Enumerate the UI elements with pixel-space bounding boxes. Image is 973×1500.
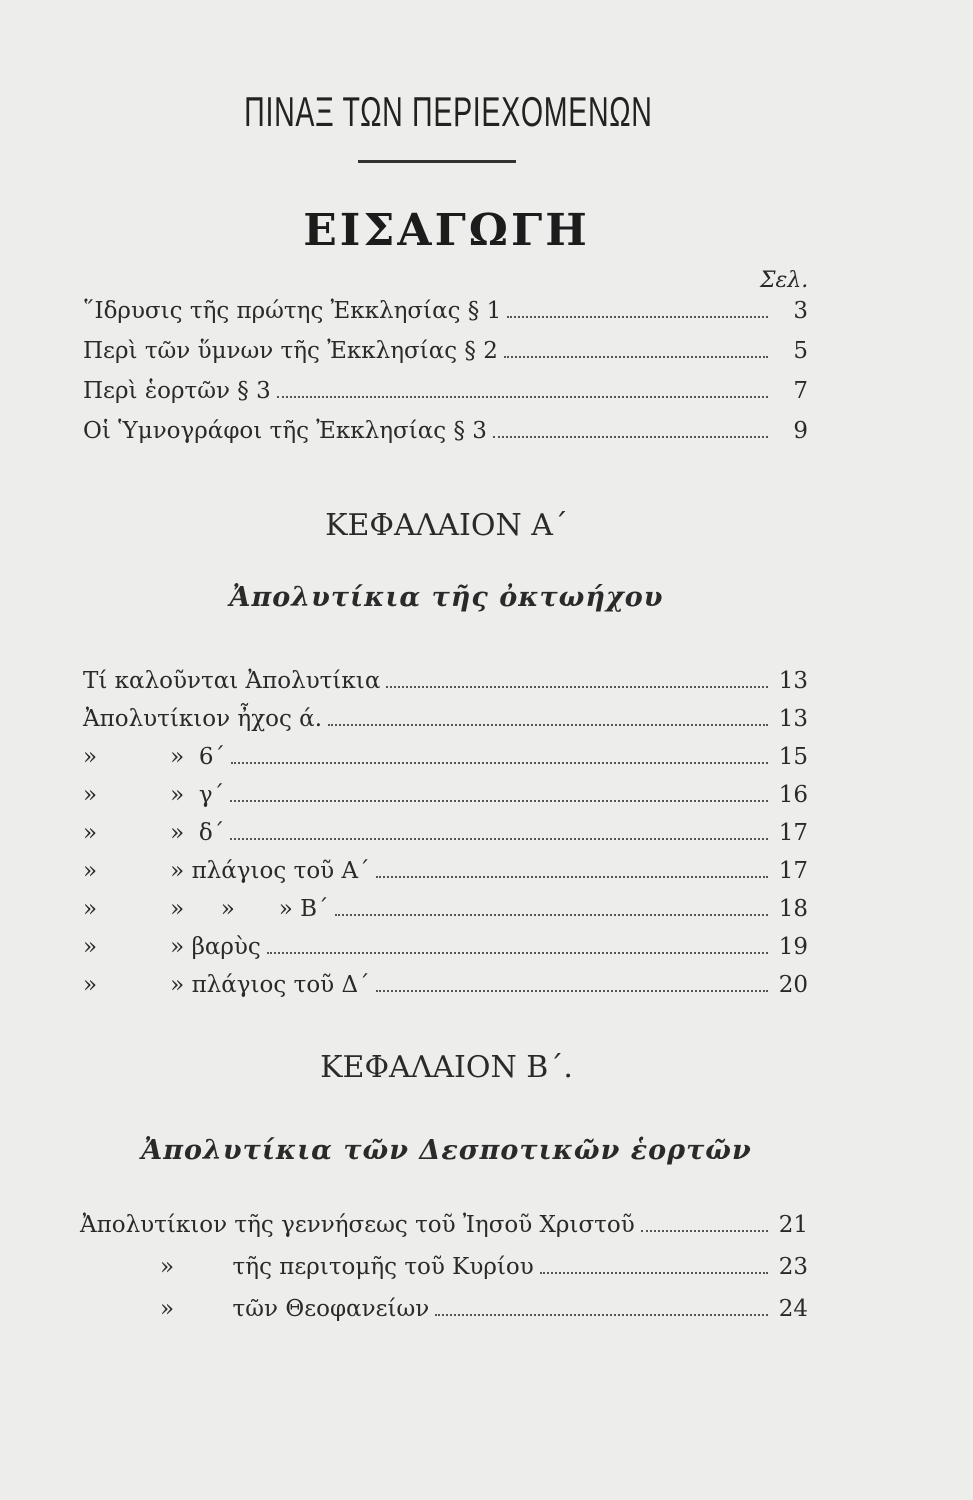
page-title: ΠΙΝΑΞ ΤΩΝ ΠΕΡΙΕΧΟΜΕΝΩΝ [244,88,653,135]
toc-entry[interactable] [83,820,808,854]
leader-dots [231,762,768,764]
toc-entry[interactable] [83,744,808,778]
leader-dots [493,436,768,438]
toc-entry-label: Ἀπολυτίκιον τῆς γεννήσεως τοῦ Ἰησοῦ Χριστοῦ [80,1212,635,1238]
toc-entry-page: 15 [778,744,808,770]
toc-entry-label: » » βαρὺς [83,934,261,960]
toc-entry[interactable] [160,1296,808,1330]
toc-entry-label: » τῆς περιτομῆς τοῦ Κυρίου [160,1254,534,1280]
toc-entry-page: 21 [778,1212,808,1238]
toc-entry[interactable] [83,972,808,1006]
toc-entry-page: 17 [778,820,808,846]
toc-entry-label: ῞Ιδρυσις τῆς πρώτης Ἐκκλησίας § 1 [83,298,502,324]
toc-entry[interactable] [83,706,808,740]
chapter-a-heading: ΚΕΦΑΛΑΙΟΝ Α΄ [325,508,568,543]
toc-entry[interactable] [83,896,808,930]
leader-dots [507,316,768,318]
toc-entry[interactable] [83,378,808,412]
leader-dots [267,952,768,954]
toc-entry-label: Περὶ ἑορτῶν § 3 [83,378,271,404]
leader-dots [376,876,768,878]
leader-dots [386,686,768,688]
title-rule [358,160,516,163]
toc-entry[interactable] [83,934,808,968]
toc-entry-label: Ἀπολυτίκιον ἦχος ά. [83,706,323,732]
leader-dots [230,838,768,840]
toc-entry-label: » » » » Β΄ [83,896,329,922]
leader-dots [641,1230,768,1232]
toc-entry-page: 9 [793,418,808,444]
toc-entry-page: 7 [793,378,808,404]
toc-entry-label: » » γ΄ [83,782,225,808]
toc-entry-page: 3 [793,298,808,324]
page-column-label: Σελ. [760,268,809,293]
toc-entry[interactable] [83,668,808,702]
chapter-b-subheading: Ἀπολυτίκια τῶν Δεσποτικῶν ἑορτῶν [141,1135,752,1166]
intro-heading: ΕΙΣΑΓΩΓΗ [303,205,590,256]
leader-dots [335,914,768,916]
toc-entry-label: » » πλάγιος τοῦ Α΄ [83,858,370,884]
toc-entry-page: 24 [778,1296,808,1322]
toc-entry-page: 17 [778,858,808,884]
toc-entry[interactable] [160,1254,808,1288]
chapter-b-heading: ΚΕΦΑΛΑΙΟΝ Β΄. [320,1050,573,1085]
chapter-a-subheading: Ἀπολυτίκια τῆς ὀκτωήχου [229,582,664,613]
toc-entry-label: » » πλάγιος τοῦ Δ΄ [83,972,370,998]
toc-entry[interactable] [83,298,808,332]
toc-entry-label: Τί καλοῦνται Ἀπολυτίκια [83,668,381,694]
toc-entry-page: 13 [778,668,808,694]
toc-entry-label: » » 6΄ [83,744,226,770]
toc-entry-page: 19 [778,934,808,960]
toc-entry-page: 18 [778,896,808,922]
toc-entry-label: Περὶ τῶν ὕμνων τῆς Ἐκκλησίας § 2 [83,338,498,364]
leader-dots [277,396,768,398]
leader-dots [540,1272,768,1274]
leader-dots [230,800,768,802]
leader-dots [504,356,768,358]
toc-entry-label: Οἱ Ὑμνογράφοι τῆς Ἐκκλησίας § 3 [83,418,487,444]
toc-entry-page: 23 [778,1254,808,1280]
toc-entry-label: » τῶν Θεοφανείων [160,1296,430,1322]
toc-entry-page: 5 [793,338,808,364]
toc-entry-page: 13 [778,706,808,732]
toc-entry-page: 20 [778,972,808,998]
toc-entry-label: » » δ΄ [83,820,225,846]
leader-dots [328,724,768,726]
leader-dots [376,990,768,992]
toc-entry[interactable] [80,1212,808,1246]
toc-entry[interactable] [83,782,808,816]
leader-dots [435,1314,768,1316]
toc-entry[interactable] [83,338,808,372]
toc-entry-page: 16 [778,782,808,808]
toc-entry[interactable] [83,418,808,452]
toc-entry[interactable] [83,858,808,892]
